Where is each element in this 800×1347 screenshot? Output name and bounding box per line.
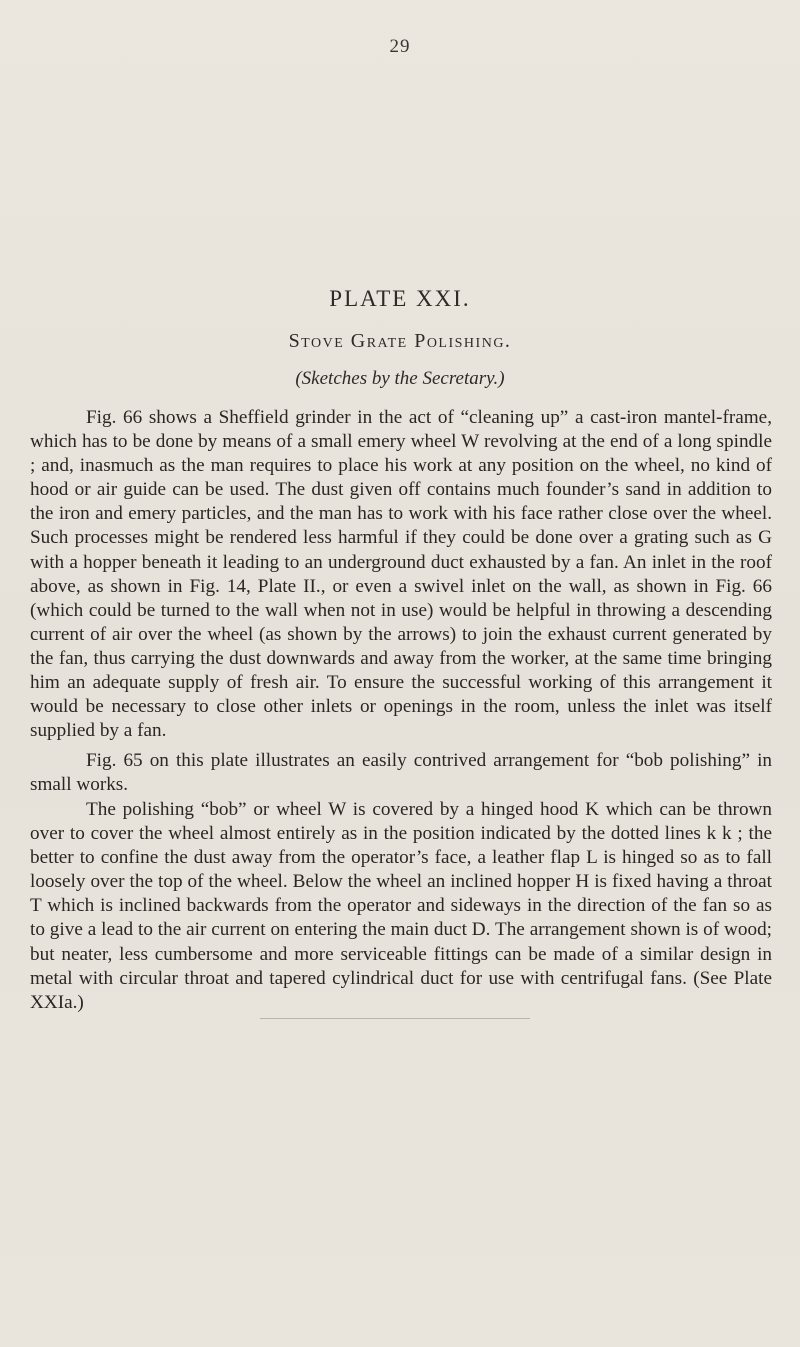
body-paragraph-3 bbox=[30, 798, 772, 1015]
paragraph-text: The polishing “bob” or wheel W is covered by a hinged hood K which can be thrown over to cover the wheel almost entirely as in the position indicated by the dotted lines k k ; the better to confine the dust away from the operator’s face, a leather flap L is hinged so as to fall loosely over the top of the wheel. Below the wheel an inclined hopper H is fixed having a throat T which is inclined backwards from the operator and sideways in the direction of the fan so as to give a lead to the air current on entering the main duct D. The arrangement shown is of wood; but neater, less cumbersome and more serviceable fittings can be made of a similar design in metal with circular throat and tapered cylindrical duct for use with centrifugal fans. (See Plate XXIa.) bbox=[30, 799, 772, 1013]
body-paragraph-2 bbox=[30, 749, 772, 797]
paragraph-text: Fig. 66 shows a Sheffield grinder in the act of “cleaning up” a cast-iron mantel-frame, which has to be done by means of a small emery wheel W revolving at the end of a long spindle ; and, inasmuch as the man requires to place his work at any position on the wheel, no kind of hood or air guide can be used. The dust given off contains much founder’s sand in addition to the iron and emery particles, and the man has to work with his face rather close over the wheel. Such processes might be rendered less harmful if they could be done over a grating such as G with a hopper beneath it leading to an underground duct exhausted by a fan. An inlet in the roof above, as shown in Fig. 14, Plate II., or even a swivel inlet on the wall, as shown in Fig. 66 (which could be turned to the wall when not in use) would be helpful in throwing a descending current of air over the wheel (as shown by the arrows) to join the exhaust current generated by the fan, thus carrying the dust downwards and away from the worker, at the same time bringing him an adequate supply of fresh air. To ensure the successful working of this arrangement it would be necessary to close other inlets or openings in the room, unless the inlet was itself supplied by a fan. bbox=[30, 407, 772, 742]
plate-title: PLATE XXI. bbox=[329, 286, 471, 311]
paragraph-text: Fig. 65 on this plate illustrates an easily contrived arrangement for “bob polishing” in small works. bbox=[30, 750, 772, 796]
divider-rule bbox=[260, 1018, 530, 1019]
body-paragraph-1 bbox=[30, 406, 772, 743]
section-subtitle: Stove Grate Polishing. bbox=[288, 330, 512, 352]
byline: (Sketches by the Secretary.) bbox=[295, 368, 505, 389]
page-number: 29 bbox=[389, 36, 411, 57]
